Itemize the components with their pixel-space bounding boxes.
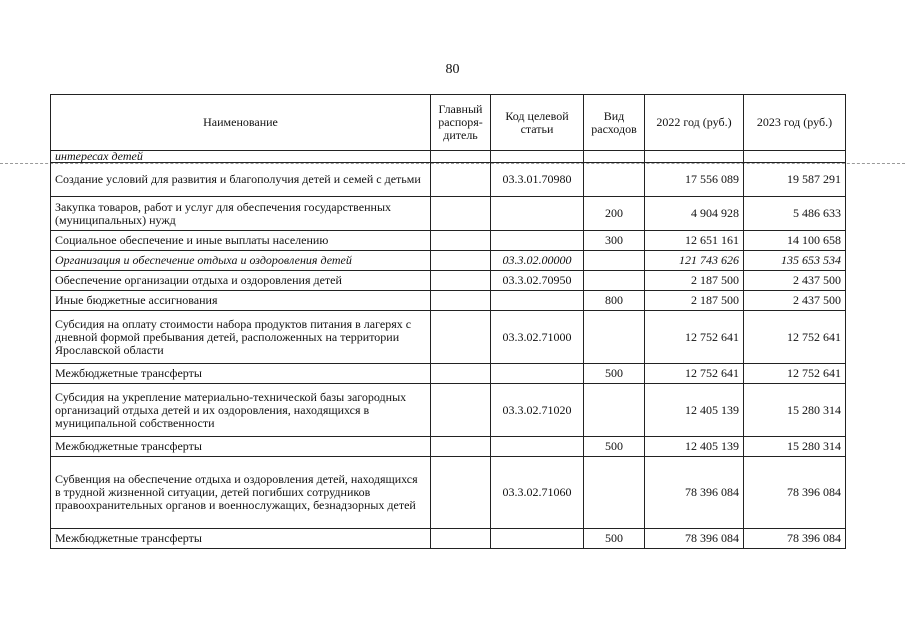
table-row [51, 311, 846, 364]
table-row [51, 384, 846, 437]
row-name-cell: Субвенция на обеспечение отдыха и оздоровления детей, находящихся в трудной жизненной ситуации, детей погибших сотрудников правоохранительных органов и военнослужащих, безнадзорных детей [51, 457, 431, 529]
budget-table [50, 94, 846, 549]
row-type-cell: 500 [584, 437, 645, 457]
row-code-cell: 03.3.02.00000 [491, 251, 584, 271]
row-code-cell [491, 364, 584, 384]
row-2023-cell: 78 396 084 [744, 457, 846, 529]
row-name-cell: Социальное обеспечение и иные выплаты населению [51, 231, 431, 251]
row-code-cell: 03.3.02.71020 [491, 384, 584, 437]
row-name-cell: Организация и обеспечение отдыха и оздоровления детей [51, 251, 431, 271]
row-code-cell [491, 529, 584, 549]
row-type-cell: 500 [584, 364, 645, 384]
row-2022-cell: 12 651 161 [645, 231, 744, 251]
row-2023-cell: 2 437 500 [744, 271, 846, 291]
row-code-cell: 03.3.02.71000 [491, 311, 584, 364]
row-2022-cell: 2 187 500 [645, 271, 744, 291]
row-code-cell: 03.3.02.71060 [491, 457, 584, 529]
row-2023-cell: 5 486 633 [744, 197, 846, 231]
row-type-cell [584, 384, 645, 437]
header-code: Код целевой статьи [491, 95, 584, 151]
row-2023-cell: 12 752 641 [744, 364, 846, 384]
row-type-cell [584, 311, 645, 364]
table-row [51, 364, 846, 384]
row-name-cell: Субсидия на укрепление материально-технической базы загородных организаций отдыха детей и их оздоровления, находящихся в муниципальной собственности [51, 384, 431, 437]
row-2022-cell: 12 405 139 [645, 437, 744, 457]
row-code-cell [491, 151, 584, 163]
header-2023: 2023 год (руб.) [744, 95, 846, 151]
row-type-cell: 300 [584, 231, 645, 251]
row-2022-cell: 78 396 084 [645, 457, 744, 529]
table-row [51, 251, 846, 271]
row-2022-cell: 78 396 084 [645, 529, 744, 549]
row-2022-cell: 2 187 500 [645, 291, 744, 311]
row-type-cell [584, 271, 645, 291]
row-2023-cell [744, 151, 846, 163]
row-2022-cell: 12 405 139 [645, 384, 744, 437]
row-2023-cell: 19 587 291 [744, 163, 846, 197]
row-manager-cell [431, 231, 491, 251]
header-name: Наименование [51, 95, 431, 151]
row-2023-cell: 15 280 314 [744, 437, 846, 457]
row-2023-cell: 12 752 641 [744, 311, 846, 364]
row-manager-cell [431, 364, 491, 384]
row-code-cell [491, 231, 584, 251]
table-row [51, 457, 846, 529]
row-name-cell: Обеспечение организации отдыха и оздоровления детей [51, 271, 431, 291]
row-2023-cell: 14 100 658 [744, 231, 846, 251]
row-manager-cell [431, 291, 491, 311]
table-row [51, 529, 846, 549]
row-code-cell: 03.3.02.70950 [491, 271, 584, 291]
row-manager-cell [431, 151, 491, 163]
row-name-cell: Субсидия на оплату стоимости набора продуктов питания в лагерях с дневной формой пребывания детей, расположенных на территории Ярославской области [51, 311, 431, 364]
row-name-cell: Закупка товаров, работ и услуг для обеспечения государственных (муниципальных) нужд [51, 197, 431, 231]
row-manager-cell [431, 251, 491, 271]
header-manager: Главный распоря-дитель [431, 95, 491, 151]
table-row [51, 231, 846, 251]
row-type-cell [584, 457, 645, 529]
row-type-cell: 800 [584, 291, 645, 311]
row-2022-cell: 17 556 089 [645, 163, 744, 197]
row-name-cell: Иные бюджетные ассигнования [51, 291, 431, 311]
row-type-cell: 500 [584, 529, 645, 549]
row-name-cell: Межбюджетные трансферты [51, 364, 431, 384]
row-manager-cell [431, 457, 491, 529]
row-code-cell [491, 197, 584, 231]
page-number: 80 [445, 62, 460, 77]
row-type-cell [584, 151, 645, 163]
row-2022-cell: 121 743 626 [645, 251, 744, 271]
table-row [51, 291, 846, 311]
row-manager-cell [431, 384, 491, 437]
row-name-cell: интересах детей [51, 151, 431, 163]
row-manager-cell [431, 437, 491, 457]
row-manager-cell [431, 311, 491, 364]
row-name-cell: Создание условий для развития и благополучия детей и семей с детьми [51, 163, 431, 197]
row-2022-cell: 12 752 641 [645, 364, 744, 384]
row-2022-cell: 4 904 928 [645, 197, 744, 231]
row-type-cell [584, 251, 645, 271]
row-2022-cell: 12 752 641 [645, 311, 744, 364]
row-code-cell [491, 291, 584, 311]
row-type-cell [584, 163, 645, 197]
table-row [51, 197, 846, 231]
row-2023-cell: 15 280 314 [744, 384, 846, 437]
row-name-cell: Межбюджетные трансферты [51, 437, 431, 457]
table-row [51, 271, 846, 291]
row-2023-cell: 2 437 500 [744, 291, 846, 311]
row-type-cell: 200 [584, 197, 645, 231]
row-manager-cell [431, 529, 491, 549]
row-manager-cell [431, 271, 491, 291]
table-row [51, 163, 846, 197]
header-2022: 2022 год (руб.) [645, 95, 744, 151]
row-code-cell: 03.3.01.70980 [491, 163, 584, 197]
row-manager-cell [431, 197, 491, 231]
row-manager-cell [431, 163, 491, 197]
row-2023-cell: 78 396 084 [744, 529, 846, 549]
row-2022-cell [645, 151, 744, 163]
table-row [51, 151, 846, 163]
row-2023-cell: 135 653 534 [744, 251, 846, 271]
table-row [51, 437, 846, 457]
row-code-cell [491, 437, 584, 457]
table-header [51, 95, 846, 151]
table-body [51, 151, 846, 549]
row-name-cell: Межбюджетные трансферты [51, 529, 431, 549]
header-type: Вид расходов [584, 95, 645, 151]
